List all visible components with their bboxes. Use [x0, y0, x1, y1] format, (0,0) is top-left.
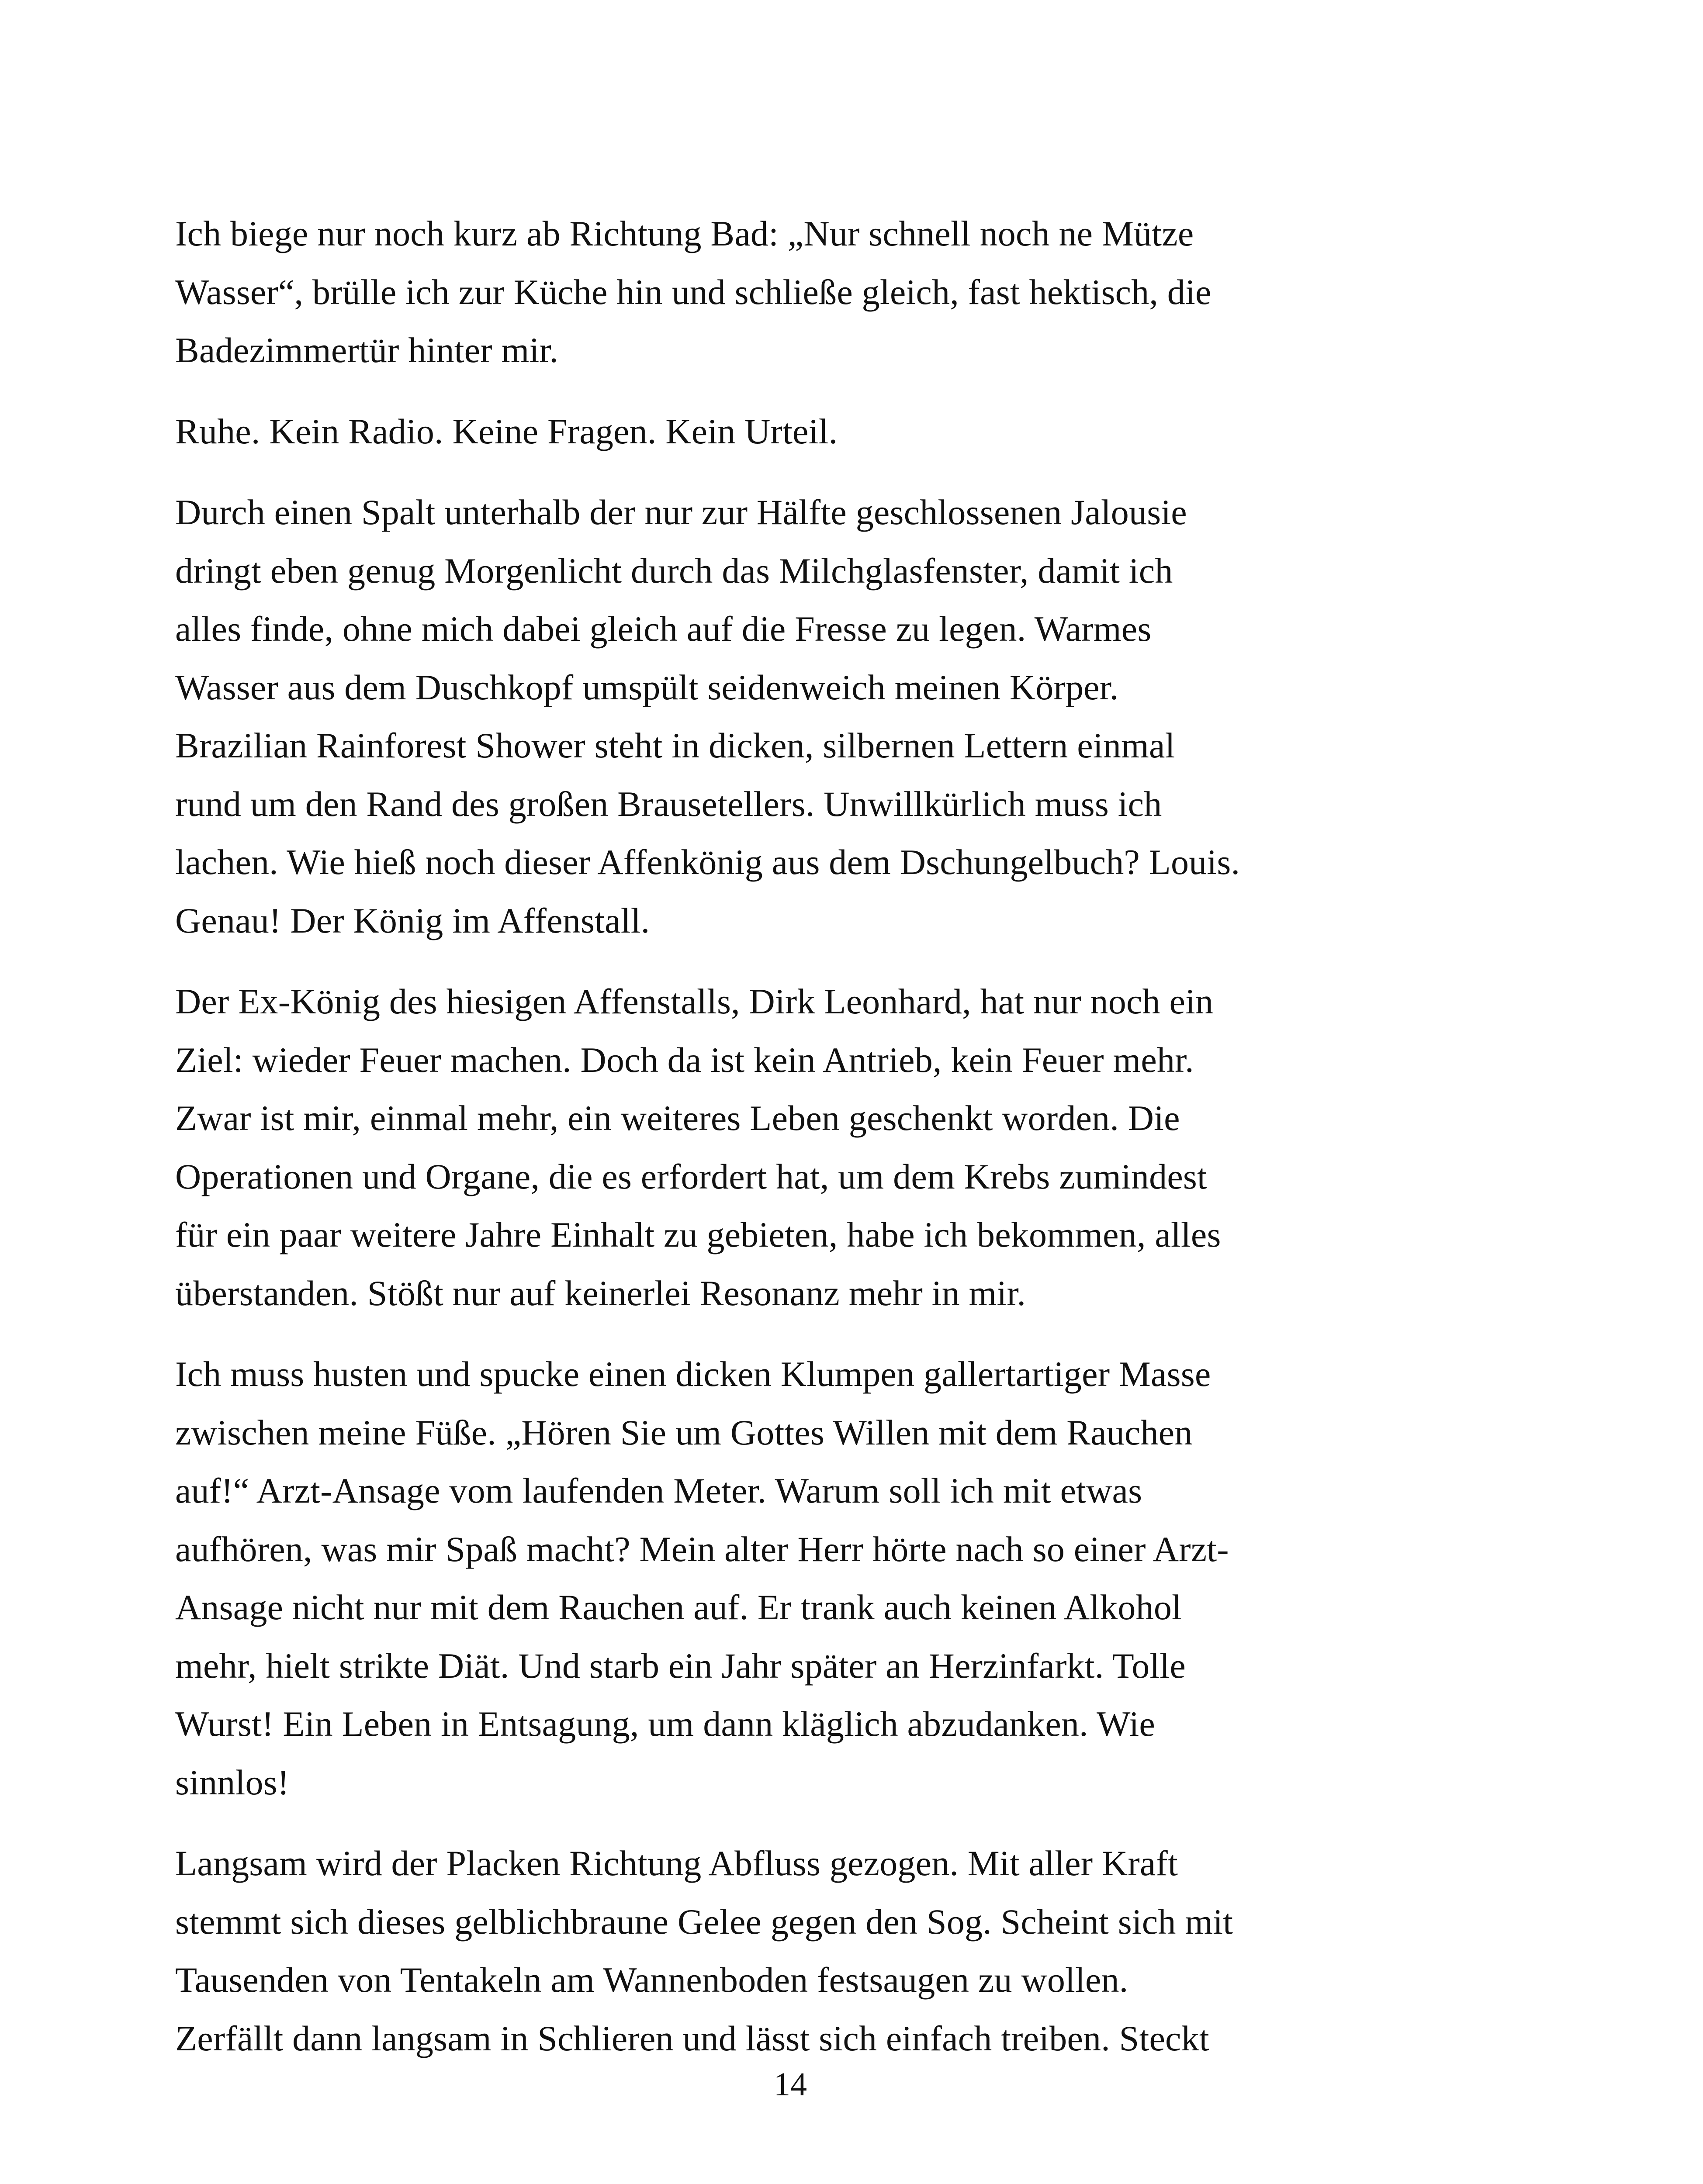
text-line: Wurst! Ein Leben in Entsagung, um dann kläglich abzudanken. Wie [175, 1704, 1155, 1744]
text-line: Wasser aus dem Duschkopf umspült seidenweich meinen Körper. [175, 667, 1119, 707]
paragraph [175, 483, 1425, 950]
text-line: Ich biege nur noch kurz ab Richtung Bad: „Nur schnell noch ne Mütze [175, 214, 1194, 253]
text-line: Brazilian Rainforest Shower steht in dicken, silbernen Lettern einmal [175, 726, 1175, 765]
text-line: Ziel: wieder Feuer machen. Doch da ist kein Antrieb, kein Feuer mehr. [175, 1040, 1194, 1080]
text-line: Durch einen Spalt unterhalb der nur zur Hälfte geschlossenen Jalousie [175, 492, 1187, 532]
text-line: Zerfällt dann langsam in Schlieren und lässt sich einfach treiben. Steckt [175, 2018, 1209, 2058]
text-line: überstanden. Stößt nur auf keinerlei Resonanz mehr in mir. [175, 1273, 1026, 1313]
text-line: rund um den Rand des großen Brausetellers. Unwillkürlich muss ich [175, 784, 1162, 824]
paragraph [175, 204, 1425, 380]
body-text [175, 204, 1425, 2090]
paragraph [175, 972, 1425, 1322]
text-line: auf!“ Arzt-Ansage vom laufenden Meter. Warum soll ich mit etwas [175, 1471, 1142, 1510]
paragraph [175, 1345, 1425, 1811]
text-line: alles finde, ohne mich dabei gleich auf die Fresse zu legen. Warmes [175, 609, 1152, 649]
paragraph [175, 402, 1425, 461]
text-line: Badezimmertür hinter mir. [175, 330, 559, 370]
text-line: dringt eben genug Morgenlicht durch das Milchglasfenster, damit ich [175, 550, 1173, 591]
text-line: Der Ex-König des hiesigen Affenstalls, Dirk Leonhard, hat nur noch ein [175, 981, 1214, 1021]
text-line: Operationen und Organe, die es erfordert hat, um dem Krebs zumindest [175, 1156, 1208, 1196]
text-line: zwischen meine Füße. „Hören Sie um Gottes Willen mit dem Rauchen [175, 1412, 1193, 1452]
text-line: stemmt sich dieses gelblichbraune Gelee gegen den Sog. Scheint sich mit [175, 1901, 1233, 1942]
text-line: Tausenden von Tentakeln am Wannenboden festsaugen zu wollen. [175, 1960, 1128, 2000]
text-line: Wasser“, brülle ich zur Küche hin und schließe gleich, fast hektisch, die [175, 272, 1211, 312]
text-line: Ruhe. Kein Radio. Keine Fragen. Kein Urteil. [175, 411, 838, 451]
text-line: Ansage nicht nur mit dem Rauchen auf. Er trank auch keinen Alkohol [175, 1587, 1182, 1627]
text-line: aufhören, was mir Spaß macht? Mein alter Herr hörte nach so einer Arzt- [175, 1529, 1229, 1569]
text-line: Ich muss husten und spucke einen dicken Klumpen gallertartiger Masse [175, 1354, 1211, 1394]
text-line: Langsam wird der Placken Richtung Abfluss gezogen. Mit aller Kraft [175, 1843, 1178, 1883]
text-line: mehr, hielt strikte Diät. Und starb ein Jahr später an Herzinfarkt. Tolle [175, 1645, 1186, 1686]
text-line: Zwar ist mir, einmal mehr, ein weiteres Leben geschenkt worden. Die [175, 1098, 1180, 1138]
paragraph [175, 1834, 1425, 2067]
text-line: lachen. Wie hieß noch dieser Affenkönig aus dem Dschungelbuch? Louis. [175, 842, 1240, 882]
text-line: Genau! Der König im Affenstall. [175, 900, 650, 940]
page-number: 14 [774, 2066, 807, 2103]
text-line: für ein paar weitere Jahre Einhalt zu gebieten, habe ich bekommen, alles [175, 1215, 1221, 1254]
text-line: sinnlos! [175, 1762, 290, 1802]
